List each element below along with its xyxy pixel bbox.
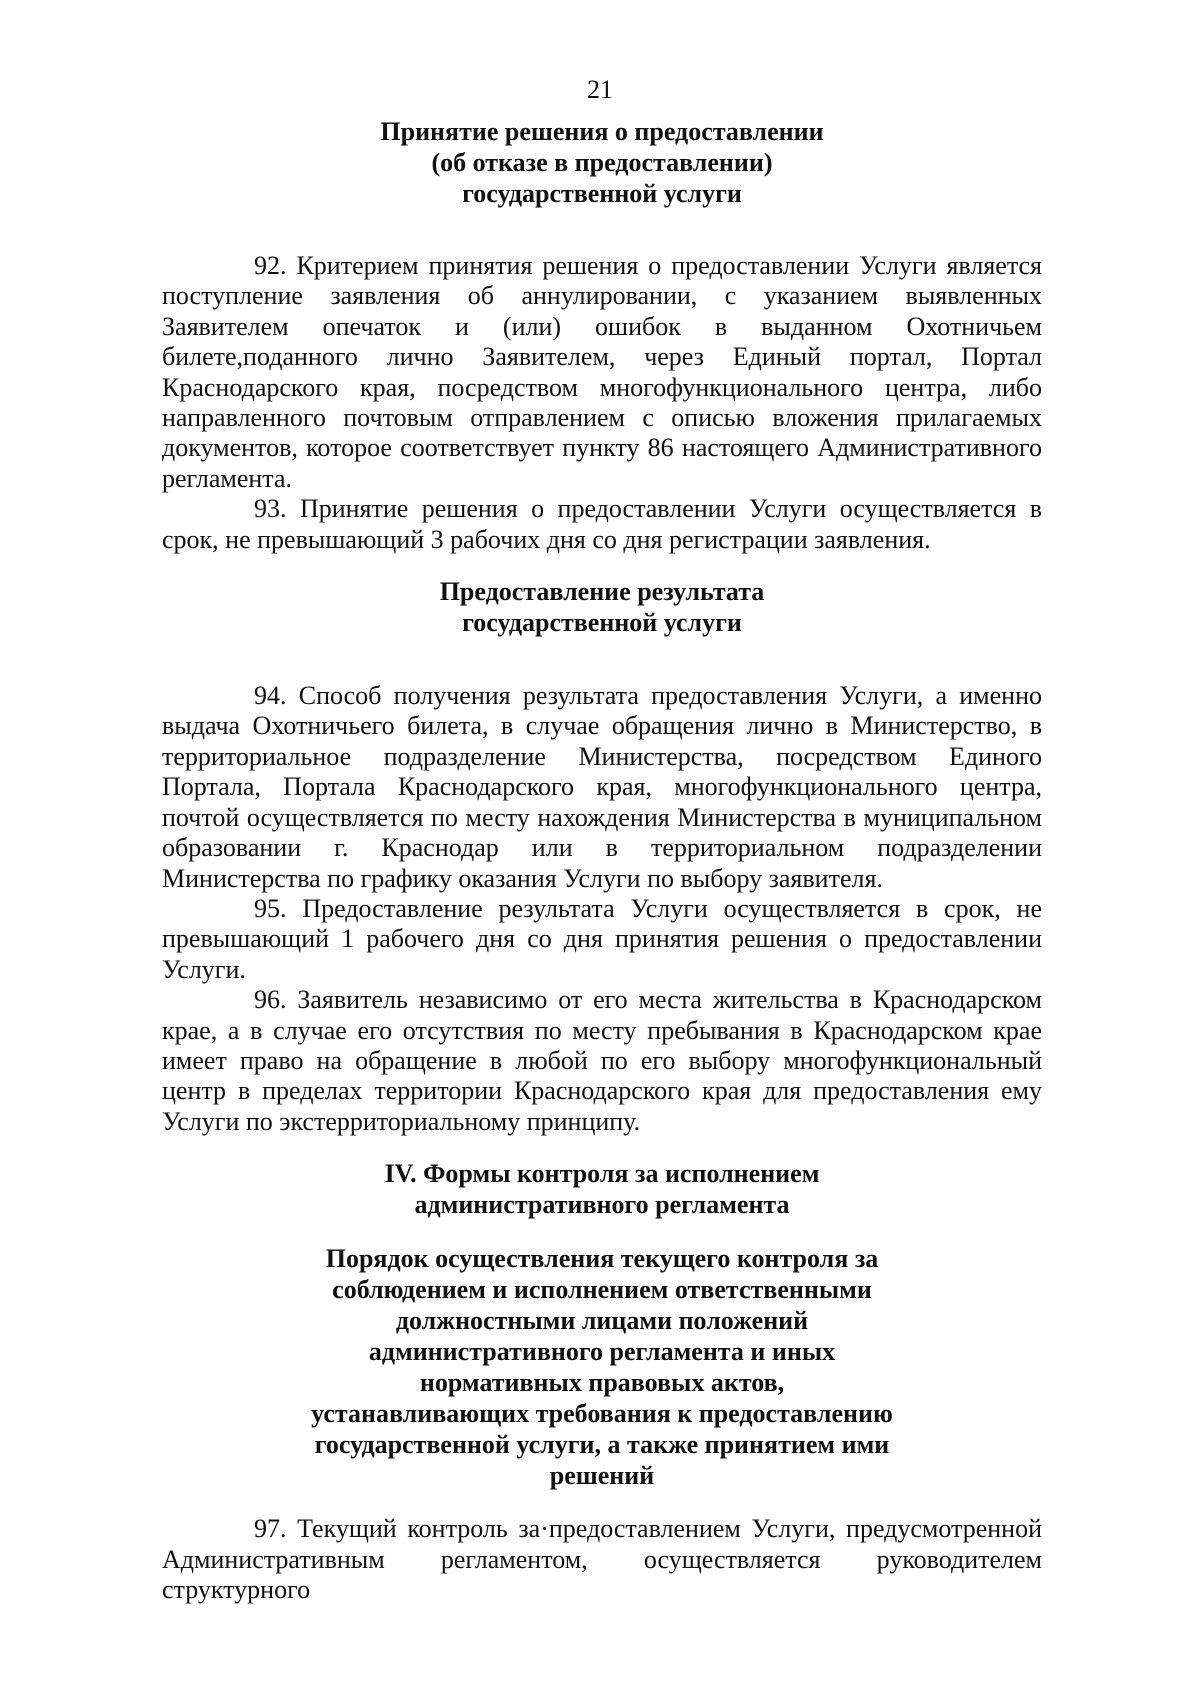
heading-line: должностными лицами положений [395,1306,809,1336]
section-heading-result [162,576,1042,638]
section-heading-decision [162,116,1042,209]
heading-line: административного регламента и иных [368,1337,836,1367]
heading-line: административного регламента [414,1190,790,1220]
heading-line: IV. Формы контроля за исполнением [384,1159,820,1189]
heading-line: устанавливающих требования к предоставлению [311,1399,893,1429]
page-number: 21 [587,75,613,104]
paragraph-96: 96. Заявитель независимо от его места жительства в Краснодарском крае, а в случае его отсутствия по месту пребывания в Краснодарском крае имеет право на обращение в любой по его выбору многофункциональный центр в пределах территории Краснодарского края для предоставления ему Услуги по экстерриториальному принципу. [162,985,1042,1136]
paragraph-93: 93. Принятие решения о предоставлении Услуги осуществляется в срок, не превышающий 3 рабочих дня со дня регистрации заявления. [162,494,1042,554]
heading-line: нормативных правовых актов, [419,1368,785,1398]
section-heading-current-control [162,1243,1042,1491]
heading-line: государственной услуги [462,608,742,638]
paragraph-97: 97. Текущий контроль за·предоставлением Услуги, предусмотренной Административным регламентом, осуществляется руководителем структурного [162,1514,1042,1604]
heading-line: Предоставление результата [439,577,765,607]
paragraph-94: 94. Способ получения результата предоставления Услуги, а именно выдача Охотничьего билета, в случае обращения лично в Министерство, в территориальное подразделение Министерства, посредством Единого Портала, Портала Краснодарского края, многофункционального центра, почтой осуществляется по месту нахождения Министерства в муниципальном образовании г. Краснодар или в территориальном подразделении Министерства по графику оказания Услуги по выбору заявителя. [162,681,1042,893]
chapter-heading-control-forms [162,1158,1042,1220]
heading-line: государственной услуги [462,179,742,208]
heading-line: соблюдением и исполнением ответственными [332,1275,872,1305]
heading-line: государственной услуги, а также принятием ими [314,1430,890,1460]
heading-line: решений [549,1461,655,1491]
heading-line: Принятие решения о предоставлении [380,117,824,146]
paragraph-95: 95. Предоставление результата Услуги осуществляется в срок, не превышающий 1 рабочего дня со дня принятия решения о предоставлении Услуги. [162,893,1042,984]
heading-line: (об отказе в предоставлении) [431,148,773,177]
paragraph-92: 92. Критерием принятия решения о предоставлении Услуги является поступление заявления об аннулировании, с указанием выявленных Заявителем опечаток и (или) ошибок в выданном Охотничьем билете,поданного лично Заявителем, через Единый портал, Портал Краснодарского края, посредством многофункционального центра, либо направленного почтовым отправлением с описью вложения прилагаемых документов, которое соответствует пункту 86 настоящего Административного регламента. [162,251,1042,493]
document-body [162,116,1042,1605]
heading-line: Порядок осуществления текущего контроля за [325,1244,879,1274]
